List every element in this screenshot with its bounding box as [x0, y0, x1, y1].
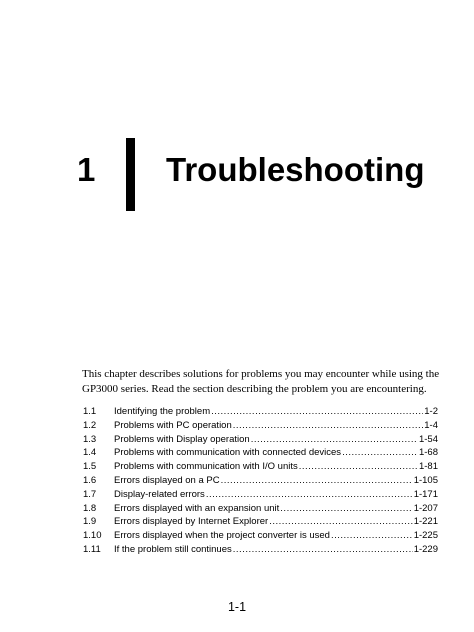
toc-dot-leader [269, 515, 413, 529]
toc-dot-leader [342, 446, 418, 460]
toc-section-number: 1.6 [83, 474, 97, 486]
toc-section-title: Errors displayed when the project converter is used [114, 530, 330, 542]
toc-page-number: 1-229 [413, 543, 438, 555]
intro-paragraph [82, 367, 440, 397]
chapter-title: Troubleshooting [166, 151, 425, 188]
toc-section-number: 1.4 [83, 447, 97, 459]
toc-section-title: Problems with Display operation [114, 433, 250, 445]
toc-section-number: 1.5 [83, 461, 97, 473]
toc-dot-leader [233, 543, 413, 557]
page-number: 1-1 [227, 600, 247, 614]
toc-entry[interactable] [83, 488, 438, 502]
toc-section-number: 1.10 [83, 530, 102, 542]
toc-entry[interactable] [83, 433, 438, 447]
toc-section-title: Problems with communication with connected devices [114, 447, 342, 459]
toc-entry[interactable] [83, 419, 438, 433]
toc-entry[interactable] [83, 502, 438, 516]
toc-dot-leader [299, 460, 418, 474]
toc-page-number: 1-68 [418, 447, 438, 459]
toc-section-number: 1.1 [83, 406, 97, 417]
toc-page-number: 1-81 [418, 461, 438, 473]
toc-page-number: 1-4 [424, 419, 438, 431]
toc-section-title: Identifying the problem [114, 406, 211, 417]
toc-section-title: If the problem still continues [114, 543, 232, 555]
toc-dot-leader [251, 433, 418, 447]
toc-entry[interactable] [83, 543, 438, 557]
toc-section-number: 1.3 [83, 433, 97, 445]
toc-section-title: Problems with communication with I/O units [114, 461, 298, 473]
table-of-contents [83, 405, 438, 557]
toc-page-number: 1-54 [418, 433, 438, 445]
toc-entry[interactable] [83, 446, 438, 460]
toc-page-number: 1-171 [413, 488, 438, 500]
toc-section-number: 1.8 [83, 502, 97, 514]
toc-section-title: Errors displayed with an expansion unit [114, 502, 280, 514]
toc-entry[interactable] [83, 405, 438, 419]
toc-dot-leader [206, 488, 413, 502]
toc-section-title: Errors displayed by Internet Explorer [114, 516, 269, 528]
toc-dot-leader [233, 419, 424, 433]
toc-dot-leader [221, 474, 413, 488]
chapter-number: 1 [77, 151, 96, 188]
toc-page-number: 1-2 [424, 406, 438, 417]
intro-line: This chapter describes solutions for problems you may encounter while using the [82, 368, 440, 380]
toc-section-number: 1.7 [83, 488, 97, 500]
toc-entry[interactable] [83, 515, 438, 529]
toc-entry[interactable] [83, 460, 438, 474]
toc-page-number: 1-207 [413, 502, 438, 514]
toc-section-title: Problems with PC operation [114, 419, 232, 431]
toc-section-number: 1.9 [83, 516, 97, 528]
toc-entry[interactable] [83, 529, 438, 543]
toc-section-number: 1.11 [83, 543, 101, 555]
intro-line: GP3000 series. Read the section describing the problem you are encountering. [82, 383, 427, 395]
toc-page-number: 1-105 [413, 474, 438, 486]
toc-page-number: 1-225 [413, 530, 438, 542]
toc-dot-leader [331, 529, 413, 543]
toc-entry[interactable] [83, 474, 438, 488]
toc-page-number: 1-221 [413, 516, 438, 528]
toc-section-title: Display-related errors [114, 488, 205, 500]
toc-dot-leader [280, 502, 412, 516]
toc-dot-leader [211, 405, 423, 419]
toc-section-number: 1.2 [83, 419, 97, 431]
chapter-divider-bar [126, 138, 135, 211]
toc-section-title: Errors displayed on a PC [114, 474, 220, 486]
